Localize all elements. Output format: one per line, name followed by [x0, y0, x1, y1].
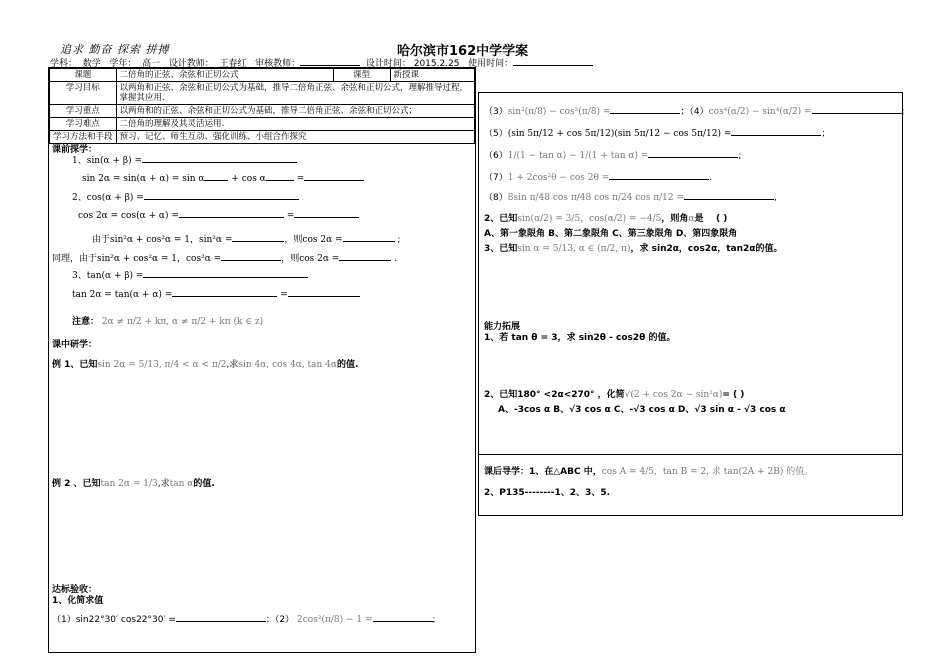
key-value: 以两角和的正弦、余弦和正切公式为基础，推导二倍角正弦、余弦和正切公式； [116, 105, 474, 118]
blank [176, 612, 266, 622]
r-q2-a: 2、已知 [484, 214, 518, 224]
difficulty-value: 二倍角的理解及其灵活运用. [116, 118, 474, 131]
subject-label: 学科： [50, 59, 78, 69]
from-a-res: cos 2α = [302, 235, 343, 245]
check-title: 达标验收： [52, 585, 98, 595]
blank [812, 104, 902, 114]
blank [343, 232, 395, 242]
from-b-line: 同理，由于sin²α + cos²α = 1，cos²α = ，则cos 2α = . [52, 251, 397, 264]
ex1-label: 例 1、已知 [52, 360, 98, 370]
example-2 [52, 476, 215, 489]
ex1-ask: ,求 [226, 360, 239, 370]
blank [172, 287, 277, 297]
from-a-then: ，则 [284, 235, 303, 245]
method-value: 预习、记忆、师生互动、强化训练、小组合作探究 [116, 131, 474, 144]
note-expr: 2α ≠ π/2 + kπ, α ≠ π/2 + kπ (k ∈ z) [101, 317, 264, 327]
from-b-label: 同理，由于 [52, 254, 98, 264]
blank [648, 148, 738, 158]
blank [684, 190, 774, 200]
topic-label: 课题 [50, 69, 117, 82]
blank [731, 126, 821, 136]
ext-2-line [484, 387, 744, 400]
goal-label: 学习目标 [50, 82, 117, 105]
q3-line [72, 268, 308, 281]
after-line [484, 464, 813, 477]
q2-blank [144, 190, 299, 200]
q1-plus: + cos α [231, 174, 266, 184]
grade-label: 学年： [109, 59, 137, 69]
ex2-condition: tan 2α = 1/3 [100, 479, 158, 489]
grade-value: 高一 [142, 59, 161, 69]
q1-derivation [82, 171, 364, 184]
ex2-tail: 的值. [193, 479, 215, 489]
from-b-res: cos 2α = [299, 254, 340, 264]
blank [204, 171, 228, 181]
q3-derivation [72, 287, 360, 300]
r-q3-cond: sin α = 5/13, α ∈ (π/2, π) [517, 244, 631, 254]
r-q3-c: ，求 sin2α，cos2α，tan2α的值。 [630, 244, 783, 254]
q3-eq: = [280, 290, 288, 300]
q3-text: 3、tan(α + β) = [72, 271, 144, 281]
r3-line [484, 104, 905, 117]
r6-expr: 1/(1 − tan α) − 1/(1 + tan α) = [507, 151, 649, 161]
r7-end: . [709, 173, 713, 183]
note-line [72, 314, 263, 327]
r-q2-paren: ( ) [716, 214, 728, 224]
ex1-tail: 的值. [336, 360, 359, 370]
blank [232, 232, 284, 242]
ext-1: 1、若 tan θ = 3，求 sin2θ - cos2θ 的值。 [484, 333, 676, 343]
q2-derivation-text: cos 2α = cos(α + α) = [78, 211, 179, 221]
topic-value: 二倍角的正弦、余弦和正切公式 [116, 69, 333, 82]
q1-eq: = [296, 174, 305, 184]
ex1-condition: sin 2α = 5/13, π/4 < α < π/2 [97, 360, 227, 370]
r5-expr: (sin 5π/12 + cos 5π/12)(sin 5π/12 − cos 5π/12) = [507, 129, 732, 139]
r-q2-alpha: α [688, 214, 695, 224]
q2-eq: = [286, 211, 295, 221]
designer-label: 设计教师： [168, 59, 214, 69]
study-title: 课中研学： [52, 340, 98, 350]
blank [288, 287, 360, 297]
ext-2-options: A、-3cos α B、√3 cos α C、-√3 cos α D、√3 sin α - √3 cos α [498, 405, 786, 415]
reviewer-label: 审核教师： [255, 59, 301, 69]
q1-text: 1、sin(α + β) = [72, 156, 142, 166]
r8-label: （8） [484, 193, 508, 203]
ext-2a: 2、已知180° <2α<270° ，化简 [484, 390, 625, 400]
difficulty-label: 学习难点 [50, 118, 117, 131]
after-b: cos A = 4/5，tan B = 2, 求 tan(2A + 2B) 的值。 [601, 467, 814, 477]
table-row [50, 118, 475, 131]
check-1b: 2cos²(π/8) − 1 = [297, 615, 373, 625]
date-label: 设计时间： [365, 59, 411, 69]
q1-blank [142, 153, 297, 163]
type-value: 新授课 [390, 69, 474, 82]
check-1a: （1）sin22°30′ cos22°30′ = [52, 615, 176, 625]
ex2-ask: ,求 [157, 479, 170, 489]
r-q2-line [484, 211, 727, 224]
reviewer-blank [300, 56, 360, 66]
after-a: 课后导学：1、在△ABC 中， [484, 467, 602, 477]
q1-line [72, 153, 297, 166]
r8-line [484, 190, 777, 203]
info-table [49, 68, 475, 144]
use-time-blank [513, 56, 593, 66]
blank [266, 171, 294, 181]
table-row [50, 105, 475, 118]
blank [373, 612, 433, 622]
note-label: 注意： [72, 317, 100, 327]
subject-value: 数学 [82, 59, 101, 69]
q3-blank [143, 268, 308, 278]
check-1b-end: ; [432, 615, 436, 625]
r-q3-a: 3、已知 [484, 244, 518, 254]
r6-end: ; [738, 151, 742, 161]
r3-end: ；（4） [680, 107, 709, 117]
q2-derivation [78, 208, 359, 221]
r7-label: （7） [484, 173, 508, 183]
type-label: 课型 [333, 69, 390, 82]
ext-2c: = ( ) [722, 390, 745, 400]
school-motto: 追求 勤奋 探索 拼搏 [60, 43, 170, 56]
q1-derivation-text: sin 2α = sin(α + α) = sin α [82, 174, 205, 184]
r4-end: ; [901, 107, 905, 117]
from-b-expr: sin²α + cos²α = 1，cos²α = [97, 254, 222, 264]
from-b-then: ，则 [281, 254, 300, 264]
check-1a-end: ；（2） [265, 615, 295, 625]
r5-end: ； [821, 129, 831, 139]
preview-title: 课前探学： [52, 145, 98, 155]
r5-line [484, 126, 830, 139]
example-1 [52, 357, 358, 370]
ext-2b: √(2 + cos 2α − sin²α) [624, 390, 723, 400]
goal-value: 以两角和正弦、余弦和正切公式为基础，推导二倍角正弦、余弦和正切公式，理解推导过程，掌握其应用. [116, 82, 474, 105]
r-q2-e: 是 [694, 214, 704, 224]
r-q3-line [484, 241, 782, 254]
blank [294, 208, 359, 218]
check-1: 1、化简求值 [52, 596, 104, 606]
date-value: 2015.2.25 [413, 59, 460, 69]
r-q2-options: A、第一象限角 B、第二象限角 C、第三象限角 D、第四象限角 [484, 229, 738, 239]
blank [610, 104, 680, 114]
ex1-target: sin 4α, cos 4α, tan 4α [238, 360, 337, 370]
r8-expr: 8sin π/48 cos π/48 cos π/24 cos π/12 = [507, 193, 685, 203]
r3-label: （3） [484, 107, 508, 117]
blank [221, 251, 281, 261]
r4-expr: cos⁴(α/2) − sin⁴(α/2) = [708, 107, 812, 117]
ext-title: 能力拓展 [484, 322, 521, 332]
use-time-label: 使用时间： [468, 59, 514, 69]
r6-label: （6） [484, 151, 508, 161]
blank [339, 251, 391, 261]
page-title: 哈尔滨市162中学学案 [397, 44, 529, 59]
from-a-line: 由于sin²α + cos²α = 1，sin²α = ，则cos 2α = ; [92, 232, 400, 245]
blank [304, 171, 364, 181]
blank [179, 208, 284, 218]
r8-end: , [774, 193, 777, 203]
after-2: 2、P135--------1、2、3、5. [484, 488, 610, 498]
r-q2-cond: sin(α/2) = 3/5，cos(α/2) = −4/5 [517, 214, 662, 224]
r6-line [484, 148, 741, 161]
key-label: 学习重点 [50, 105, 117, 118]
r7-line [484, 170, 712, 183]
q2-text: 2、cos(α + β) = [72, 193, 144, 203]
table-row [50, 82, 475, 105]
r-q2-c: ，则角 [661, 214, 689, 224]
divider [478, 454, 903, 455]
check-1-line [52, 612, 436, 625]
from-a-expr: sin²α + cos²α = 1，sin²α = [110, 235, 233, 245]
method-label: 学习方法和手段 [50, 131, 117, 144]
table-row [50, 131, 475, 144]
r7-expr: 1 + 2cos²θ − cos 2θ = [507, 173, 610, 183]
q3-derivation-text: tan 2α = tan(α + α) = [72, 290, 173, 300]
ex2-label: 例 2 、已知 [52, 479, 101, 489]
table-row [50, 69, 475, 82]
q2-line [72, 190, 299, 203]
from-a-label: 由于 [92, 235, 111, 245]
designer-value: 王春红 [219, 59, 247, 69]
blank [609, 170, 709, 180]
r5-label: （5） [484, 129, 508, 139]
ex2-target: tan α [169, 479, 194, 489]
r3-expr: sin²(π/8) − cos²(π/8) = [507, 107, 611, 117]
